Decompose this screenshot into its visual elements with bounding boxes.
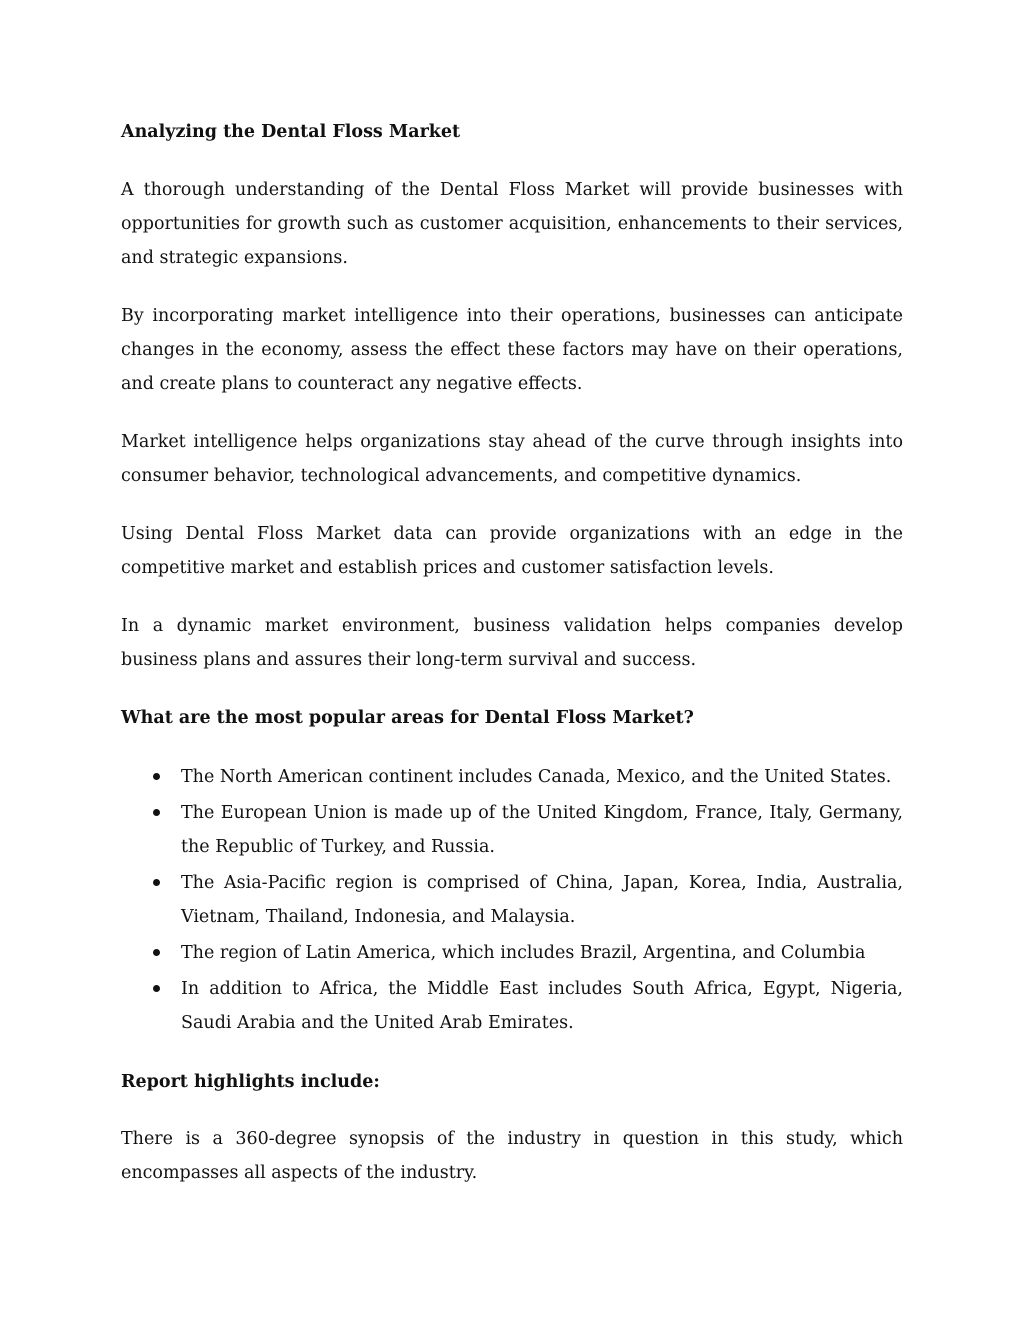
list-item-text: The European Union is made up of the United Kingdom, France, Italy, Germany, the Republic of Turkey, and Russia. [181,803,903,857]
list-item [121,760,903,794]
list-item-text: The region of Latin America, which includes Brazil, Argentina, and Columbia [181,943,866,963]
regions-list [121,760,903,1042]
bullet-icon [153,985,160,992]
list-item [121,866,903,934]
list-item [121,796,903,864]
paragraph-business-validation: In a dynamic market environment, business validation helps companies develop business plans and assures their long-term survival and success. [121,616,903,670]
list-item [121,972,903,1040]
bullet-icon [153,773,160,780]
list-item-text: The Asia-Pacific region is comprised of China, Japan, Korea, India, Australia, Vietnam, Thailand, Indonesia, and Malaysia. [181,873,903,927]
paragraph-market-intelligence: By incorporating market intelligence into their operations, businesses can anticipate changes in the economy, assess the effect these factors may have on their operations, and create plans to counteract any negative effects. [121,306,903,394]
list-item-text: The North American continent includes Canada, Mexico, and the United States. [181,767,892,787]
bullet-icon [153,949,160,956]
bullet-icon [153,809,160,816]
heading-popular-areas: What are the most popular areas for Dental Floss Market? [121,708,694,728]
list-item [121,936,903,970]
paragraph-synopsis: There is a 360-degree synopsis of the industry in question in this study, which encompasses all aspects of the industry. [121,1129,903,1183]
paragraph-intro: A thorough understanding of the Dental Floss Market will provide businesses with opportunities for growth such as customer acquisition, enhancements to their services, and strategic expansions. [121,180,903,268]
heading-analyzing: Analyzing the Dental Floss Market [121,122,461,142]
heading-report-highlights: Report highlights include: [121,1072,380,1092]
paragraph-stay-ahead: Market intelligence helps organizations stay ahead of the curve through insights into consumer behavior, technological advancements, and competitive dynamics. [121,432,903,486]
list-item-text: In addition to Africa, the Middle East includes South Africa, Egypt, Nigeria, Saudi Arabia and the United Arab Emirates. [181,979,903,1033]
paragraph-market-data: Using Dental Floss Market data can provide organizations with an edge in the competitive market and establish prices and customer satisfaction levels. [121,524,903,578]
bullet-icon [153,879,160,886]
